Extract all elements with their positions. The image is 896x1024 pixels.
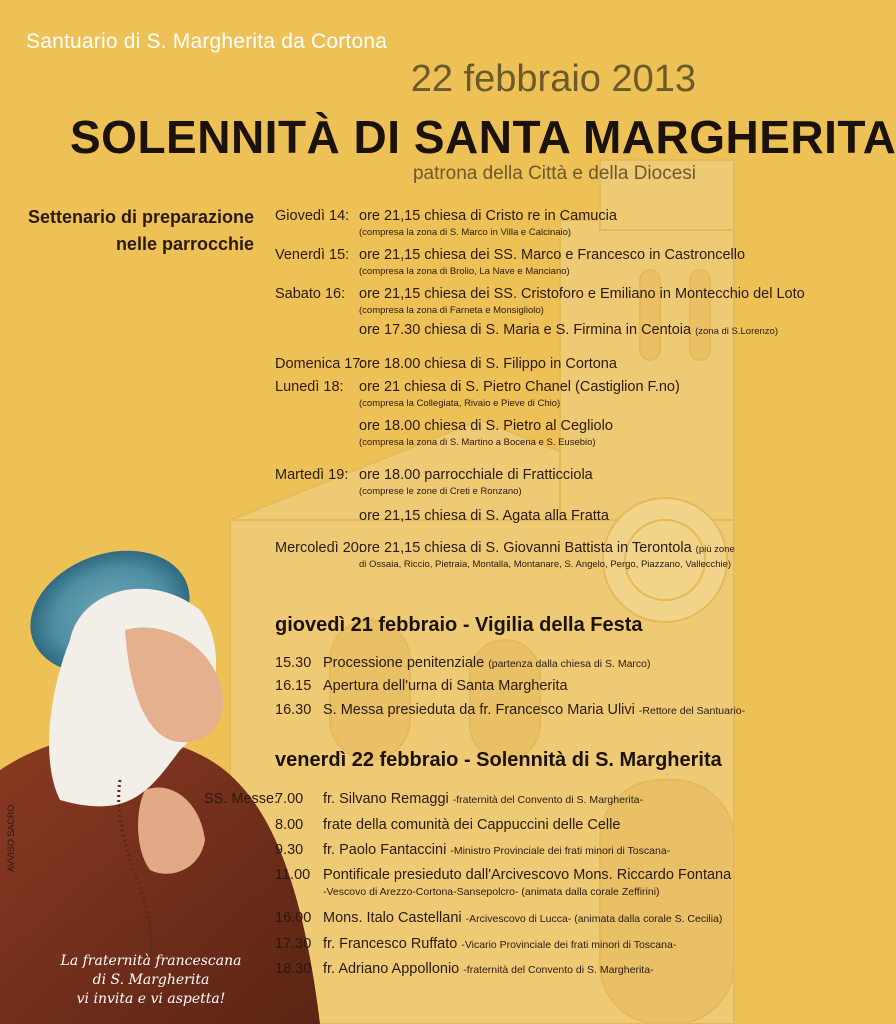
schedule-text: ore 21,15 chiesa di Cristo re in Camucia <box>359 208 617 224</box>
schedule-note: (compresa la Collegiata, Rivaio e Pieve di Chio) <box>359 398 561 409</box>
schedule-day: Lunedì 18: <box>275 379 344 395</box>
schedule-note: (zona di S.Lorenzo) <box>695 326 779 337</box>
mass-note: -Vescovo di Arezzo-Cortona-Sansepolcro- (animata dalla corale Zeffirini) <box>323 886 660 898</box>
schedule-day: Domenica 17: <box>275 356 365 372</box>
mass-time: 8.00 <box>275 817 304 833</box>
event-date: 22 febbraio 2013 <box>410 58 696 100</box>
mass-time: 7.00 <box>275 791 304 807</box>
page-title: SOLENNITÀ DI SANTA MARGHERITA <box>70 111 896 163</box>
mass-time: 16.00 <box>275 910 312 926</box>
schedule-text: ore 17.30 chiesa di S. Maria e S. Firmina in Centoia (zona di S.Lorenzo) <box>359 322 779 338</box>
program-text: Processione penitenziale (partenza dalla chiesa di S. Marco) <box>323 655 651 671</box>
mass-text: fr. Francesco Ruffato -Vicario Provinciale dei frati minori di Toscana- <box>323 936 677 952</box>
program-text: Apertura dell'urna di Santa Margherita <box>323 678 568 694</box>
schedule-text: ore 21,15 chiesa di S. Giovanni Battista in Terontola (più zone <box>359 540 735 556</box>
mass-text: fr. Paolo Fantaccini -Ministro Provinciale dei frati minori di Toscana- <box>323 842 671 858</box>
messe-label: SS. Messe: <box>204 791 279 807</box>
schedule-note: (compresa la zona di Farneta e Monsigliolo) <box>359 305 544 316</box>
festa-title: venerdì 22 febbraio - Solennità di S. Margherita <box>275 749 722 771</box>
schedule-text: ore 21,15 chiesa di S. Agata alla Fratta <box>359 508 609 524</box>
schedule-day: Martedì 19: <box>275 467 349 483</box>
mass-text: Pontificale presieduto dall'Arcivescovo Mons. Riccardo Fontana <box>323 867 732 883</box>
vigilia-title: giovedì 21 febbraio - Vigilia della Festa <box>275 614 643 636</box>
schedule-text: ore 21,15 chiesa dei SS. Cristoforo e Emiliano in Montecchio del Loto <box>359 286 805 302</box>
schedule-note: (compresa la zona di Brolio, La Nave e Manciano) <box>359 266 570 277</box>
program-text: S. Messa presieduta da fr. Francesco Maria Ulivi -Rettore del Santuario- <box>323 702 746 718</box>
schedule-text: ore 18.00 chiesa di S. Filippo in Cortona <box>359 356 617 372</box>
mass-time: 9.30 <box>275 842 304 858</box>
invitation-line: La fraternità francescana <box>60 953 242 969</box>
schedule-day: Sabato 16: <box>275 286 346 302</box>
mass-text: Mons. Italo Castellani -Arcivescovo di Lucca- (animata dalla corale S. Cecilia) <box>323 910 723 926</box>
schedule-text: ore 21 chiesa di S. Pietro Chanel (Castiglion F.no) <box>359 379 680 395</box>
schedule-day: Giovedì 14: <box>275 208 350 224</box>
mass-text: fr. Adriano Appollonio -fraternità del Convento di S. Margherita- <box>323 961 654 977</box>
mass-text: frate della comunità dei Cappuccini delle Celle <box>323 817 621 833</box>
mass-time: 17.30 <box>275 936 312 952</box>
schedule-note: (compresa la zona di S. Martino a Bocena e S. Eusebio) <box>359 437 596 448</box>
schedule-note: (comprese le zone di Creti e Ronzano) <box>359 486 522 497</box>
schedule-day: Mercoledì 20: <box>275 540 363 556</box>
settenario-title: Settenario di preparazione nelle parrocchie <box>27 207 254 254</box>
invitation-line: di S. Margherita <box>92 972 210 988</box>
invitation-text <box>22 952 280 1009</box>
side-note: AVVISO SACRO <box>6 804 16 872</box>
subtitle: patrona della Città e della Diocesi <box>412 163 696 184</box>
program-time: 15.30 <box>275 655 312 671</box>
program-time: 16.30 <box>275 702 312 718</box>
invitation-line: vi invita e vi aspetta! <box>76 991 226 1007</box>
schedule-note: (più zone <box>695 544 735 555</box>
program-time: 16.15 <box>275 678 312 694</box>
schedule-text: ore 21,15 chiesa dei SS. Marco e Francesco in Castroncello <box>359 247 746 263</box>
schedule-day: Venerdì 15: <box>275 247 350 263</box>
schedule-note: (compresa la zona di S. Marco in Villa e Calcinaio) <box>359 227 572 238</box>
schedule-note: di Ossaia, Riccio, Pietraia, Montalla, Montanare, S. Angelo, Pergo, Piazzano, Vallecchie) <box>359 559 732 570</box>
mass-time: 11.00 <box>275 867 311 883</box>
mass-text: fr. Silvano Remaggi -fraternità del Convento di S. Margherita- <box>323 791 644 807</box>
mass-time: 18.30 <box>275 961 312 977</box>
schedule-text: ore 18.00 parrocchiale di Fratticciola <box>359 467 593 483</box>
schedule-text: ore 18.00 chiesa di S. Pietro al Cegliolo <box>359 418 613 434</box>
sanctuary-name: Santuario di S. Margherita da Cortona <box>26 30 388 53</box>
